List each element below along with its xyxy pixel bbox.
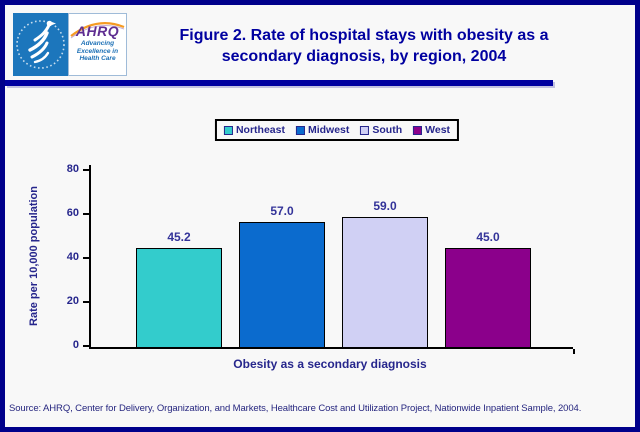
figure-title bbox=[133, 25, 595, 67]
legend-swatch-icon bbox=[413, 126, 422, 135]
bar-value-label: 57.0 bbox=[270, 204, 294, 218]
y-axis-title-wrap bbox=[21, 165, 47, 347]
y-tick-mark bbox=[83, 169, 89, 171]
x-axis-title: Obesity as a secondary diagnosis bbox=[233, 357, 427, 371]
legend-item-west bbox=[413, 124, 450, 136]
y-tick-mark bbox=[83, 345, 89, 347]
legend-swatch-icon bbox=[224, 126, 233, 135]
bar-south bbox=[342, 217, 428, 347]
bar-west bbox=[445, 248, 531, 347]
plot-area bbox=[66, 163, 573, 351]
legend-label: Midwest bbox=[307, 124, 350, 136]
legend-label: West bbox=[425, 124, 451, 136]
y-tick-label: 40 bbox=[66, 251, 79, 263]
legend-swatch-icon bbox=[296, 126, 305, 135]
bar-midwest bbox=[239, 222, 325, 347]
legend-item-south bbox=[360, 124, 402, 136]
x-axis-end-tick bbox=[573, 349, 575, 354]
figure-title-line2: secondary diagnosis, by region, 2004 bbox=[221, 48, 507, 65]
legend-label: South bbox=[372, 124, 403, 136]
source-note: Source: AHRQ, Center for Delivery, Organization, and Markets, Healthcare Cost and Utilization Project, Nationwide Inpatient Sample, 2004. bbox=[9, 403, 582, 414]
y-axis-title: Rate per 10,000 population bbox=[28, 186, 40, 326]
y-tick-mark bbox=[83, 257, 89, 259]
hhs-eagle-icon bbox=[13, 13, 68, 76]
bar-northeast bbox=[136, 248, 222, 347]
legend bbox=[215, 119, 459, 141]
legend-swatch-icon bbox=[360, 126, 369, 135]
header-divider-bar bbox=[5, 80, 553, 86]
agency-logo bbox=[13, 13, 127, 76]
ahrq-wordmark: AHRQ bbox=[75, 23, 120, 39]
y-tick-label: 60 bbox=[66, 207, 79, 219]
bar-value-label: 45.0 bbox=[476, 230, 500, 244]
y-tick-label: 80 bbox=[66, 163, 79, 175]
legend-item-northeast bbox=[224, 124, 285, 136]
bar-value-label: 45.2 bbox=[167, 230, 191, 244]
bar-value-label: 59.0 bbox=[373, 199, 397, 213]
y-tick-mark bbox=[83, 213, 89, 215]
figure-title-line1: Figure 2. Rate of hospital stays with obesity as a bbox=[179, 27, 549, 44]
legend-item-midwest bbox=[296, 124, 349, 136]
y-tick-label: 20 bbox=[66, 295, 79, 307]
legend-label: Northeast bbox=[235, 124, 285, 136]
hhs-logo bbox=[13, 13, 68, 76]
y-tick-mark bbox=[83, 301, 89, 303]
y-tick-label: 0 bbox=[72, 339, 79, 351]
ahrq-logo bbox=[68, 13, 127, 76]
ahrq-tagline: Advancing Excellence in Health Care bbox=[76, 40, 119, 62]
